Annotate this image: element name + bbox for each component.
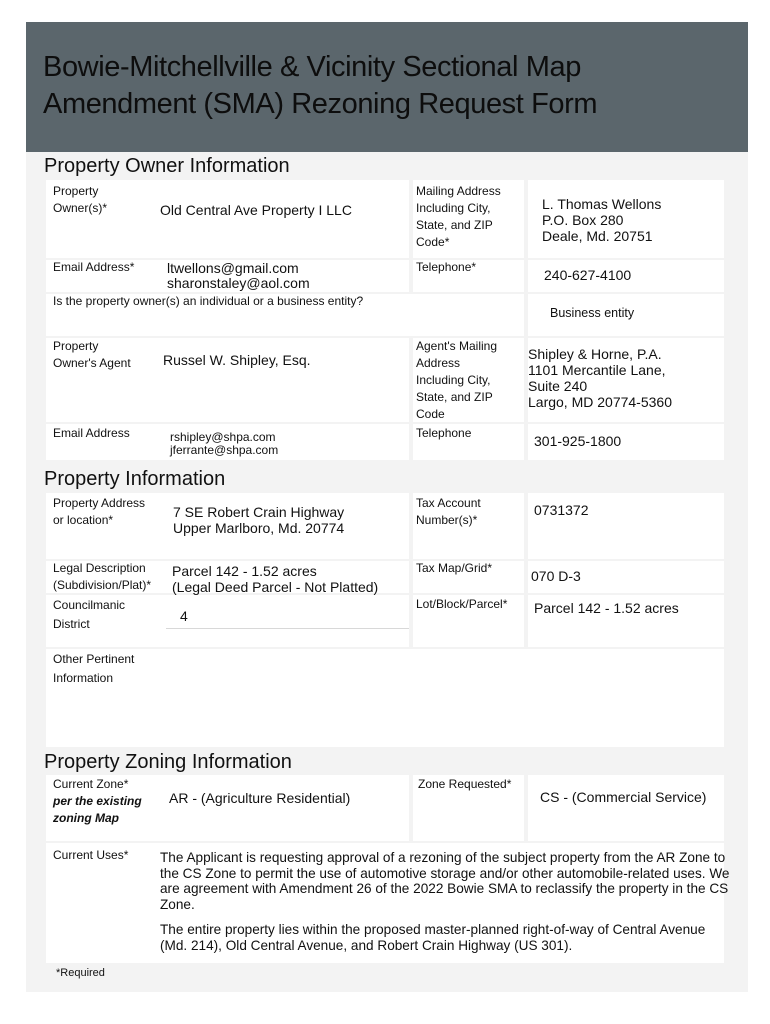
current-uses-paragraph-1: The Applicant is requesting approval of a rezoning of the subject property from the AR Zone to the CS Zone to permit the use of automotive storage and/or other automobile-related uses. We are agreement with Amendment 26 of the 2022 Bowie SMA to reclassify the property in the CS Zone. — [160, 850, 730, 912]
zoning-section-heading: Property Zoning Information — [44, 751, 292, 773]
address-label: Property Address or location* — [53, 496, 146, 527]
required-note: *Required — [56, 967, 105, 979]
owner-label: Property Owner(s)* — [53, 184, 108, 215]
tax-account-value: 0731372 — [534, 502, 589, 518]
agent-value: Russel W. Shipley, Esq. — [163, 352, 311, 368]
address-value: 7 SE Robert Crain Highway Upper Marlboro, Md. 20774 — [173, 504, 345, 536]
agent-label: Property Owner's Agent — [53, 339, 131, 370]
telephone-label: Telephone* — [416, 260, 477, 274]
owner-value: Old Central Ave Property I LLC — [160, 202, 352, 218]
zone-requested-label: Zone Requested* — [418, 777, 512, 791]
agent-telephone-label: Telephone — [416, 426, 472, 440]
legal-value: Parcel 142 - 1.52 acres (Legal Deed Parcel - Not Platted) — [172, 563, 379, 595]
current-uses-paragraph-2: The entire property lies within the proposed master-planned right-of-way of Central Avenue (Md. 214), Old Central Avenue, and Robert Crain Highway (US 301). — [160, 922, 706, 953]
council-value: 4 — [180, 608, 188, 624]
agent-email-value: rshipley@shpa.com jferrante@shpa.com — [170, 430, 279, 457]
council-divider — [166, 628, 409, 629]
email-label: Email Address* — [53, 260, 135, 274]
agent-telephone-value: 301-925-1800 — [534, 433, 622, 449]
telephone-value: 240-627-4100 — [544, 267, 632, 283]
other-info-row-cell — [46, 649, 724, 747]
email-value: ltwellons@gmail.com sharonstaley@aol.com — [167, 260, 310, 291]
current-uses-label: Current Uses* — [53, 848, 129, 862]
owner-section-heading: Property Owner Information — [44, 155, 290, 177]
zone-requested-value: CS - (Commercial Service) — [540, 789, 707, 805]
mailing-label: Mailing Address Including City, State, and ZIP Code* — [416, 184, 501, 249]
mailing-value: L. Thomas Wellons P.O. Box 280 Deale, Md. 20751 — [542, 196, 662, 244]
tax-map-label: Tax Map/Grid* — [416, 561, 493, 575]
lot-label: Lot/Block/Parcel* — [416, 597, 508, 611]
entity-answer: Business entity — [550, 306, 635, 320]
current-uses-text — [160, 850, 730, 963]
legal-label: Legal Description (Subdivision/Plat)* — [53, 561, 152, 592]
current-zone-note: per the existing zoning Map — [53, 794, 142, 825]
property-section-heading: Property Information — [44, 468, 226, 490]
header-banner — [26, 22, 748, 152]
form-title: Bowie-Mitchellville & Vicinity Sectional Map Amendment (SMA) Rezoning Request Form — [43, 51, 598, 120]
zone-requested-value-cell — [528, 775, 724, 841]
tax-map-value: 070 D-3 — [531, 568, 581, 584]
tax-account-label: Tax Account Number(s)* — [416, 496, 481, 527]
current-zone-value: AR - (Agriculture Residential) — [169, 790, 351, 806]
agent-mailing-label: Agent's Mailing Address Including City, State, and ZIP Code — [416, 339, 497, 421]
current-zone-label: Current Zone* — [53, 777, 129, 791]
council-label: Councilmanic District — [53, 598, 126, 631]
other-info-label: Other Pertinent Information — [53, 652, 135, 685]
agent-mailing-value: Shipley & Horne, P.A. 1101 Mercantile Lane, Suite 240 Largo, MD 20774-5360 — [528, 346, 672, 410]
lot-value: Parcel 142 - 1.52 acres — [534, 600, 679, 616]
entity-question: Is the property owner(s) an individual or a business entity? — [53, 294, 364, 308]
form-sheet — [26, 22, 748, 992]
agent-email-label: Email Address — [53, 426, 130, 440]
